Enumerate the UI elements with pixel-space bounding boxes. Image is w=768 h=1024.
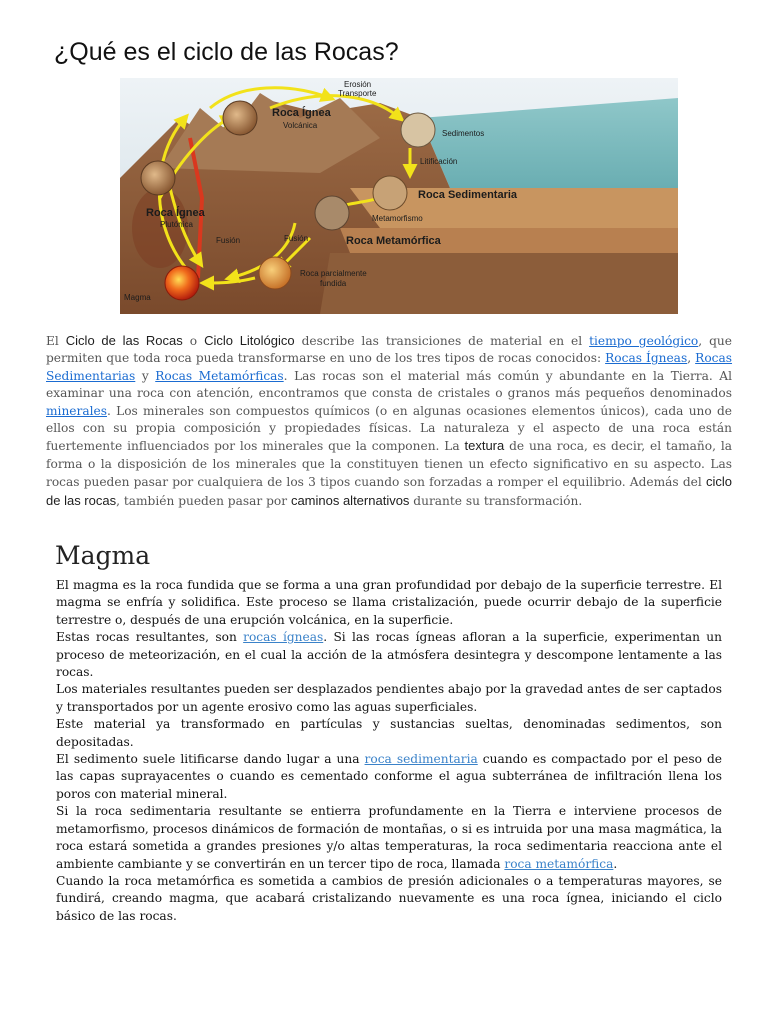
- label-fundida: fundida: [320, 279, 347, 288]
- label-roca-metamorfica: Roca Metamórfica: [346, 235, 441, 247]
- label-litificacion: Litificación: [420, 157, 458, 166]
- label-fusion-left: Fusión: [216, 236, 241, 245]
- label-transporte: Transporte: [338, 89, 377, 98]
- label-roca-ignea-volcanica: Roca Ígnea: [272, 107, 331, 119]
- magma-paragraph-7: Cuando la roca metamórfica es sometida a cambios de presión adicionales o a temperaturas mayores, se fundirá, creando magma, que acabará cristalizando nuevamente es una roca ígnea, iniciando el ciclo básico de las rocas.: [56, 873, 722, 923]
- magma-section: [56, 577, 722, 925]
- label-magma: Magma: [124, 293, 151, 302]
- term-textura: textura: [464, 438, 505, 454]
- magma-paragraph-2: Estas rocas resultantes, son rocas ígneas. Si las rocas ígneas afloran a la superficie, experimentan un proceso de meteorización, en el cual la acción de la atmósfera desintegra y descompone lentamente a las rocas.: [56, 630, 722, 680]
- section-heading-magma: Magma: [55, 541, 151, 570]
- magma-paragraph-4: Este material ya transformado en partículas y sustancias sueltas, denominadas sedimentos, son depositadas.: [56, 717, 722, 749]
- link-rocas-igneas-inline[interactable]: rocas ígneas: [243, 630, 324, 645]
- label-plutonica: Plutónica: [160, 220, 193, 229]
- page-title: ¿Qué es el ciclo de las Rocas?: [54, 38, 399, 66]
- link-roca-metamorfica[interactable]: roca metamórfica: [504, 856, 614, 871]
- label-fusion-mid: Fusión: [284, 234, 309, 243]
- link-tiempo-geologico[interactable]: tiempo geológico: [589, 334, 699, 348]
- label-erosion: Erosión: [344, 80, 372, 89]
- label-roca-ignea-plutonica: Roca Ígnea: [146, 207, 205, 219]
- term-ciclo-rocas: Ciclo de las Rocas: [65, 333, 183, 348]
- rock-cycle-diagram: [120, 78, 678, 314]
- rock-cycle-illustration: [120, 78, 678, 314]
- link-rocas-sedimentarias[interactable]: Rocas Sedimentarias: [46, 351, 733, 383]
- link-rocas-igneas[interactable]: Rocas Ígneas: [605, 351, 688, 366]
- term-caminos-alternativos: caminos alternativos: [290, 492, 410, 508]
- link-roca-sedimentaria[interactable]: roca sedimentaria: [364, 752, 478, 767]
- magma-paragraph-3: Los materiales resultantes pueden ser desplazados pendientes abajo por la gravedad antes de ser captados y transportados por un agente erosivo como las aguas superficiales.: [56, 682, 722, 714]
- intro-paragraph: El Ciclo de las Rocas o Ciclo Litológico describe las transiciones de material en el tiempo geológico, que permiten que toda roca pueda transformarse en uno de los tres tipos de rocas conocidos: Rocas Ígneas, Rocas Sedimentarias y Rocas Metamórficas. Las rocas son el material más común y abundante en la Tierra. Al examinar una roca con atención, encontramos que consta de cristales o granos más pequeños denominados minerales. Los minerales son compuestos químicos (o en algunas ocasiones elementos únicos), cada uno de ellos con su propia composición y propiedades físicas. La naturaleza y el aspecto de una roca están fuertemente influenciados por los minerales que la componen. La textura de una roca, es decir, el tamaño, la forma o la disposición de los minerales que la constituyen tienen un efecto significativo en su aspecto. Las rocas pueden pasar por cualquiera de los 3 tipos cuando son forzadas a romper el equilibrio. Además del ciclo de las rocas, también pueden pasar por caminos alternativos durante su transformación.: [46, 333, 733, 508]
- link-minerales[interactable]: minerales: [46, 403, 107, 418]
- magma-paragraph-1: El magma es la roca fundida que se forma a una gran profundidad por debajo de la superficie terrestre. El magma se enfría y solidifica. Este proceso se llama cristalización, puede ocurrir debajo de la superficie terrestre o, después de una erupción volcánica, en la superficie.: [56, 578, 722, 627]
- label-metamorfismo: Metamorfismo: [372, 214, 423, 223]
- magma-paragraph-5: El sedimento suele litificarse dando lugar a una roca sedimentaria cuando es compactado por el peso de las capas suprayacentes o cuando es cementado conforme el agua subterránea de infiltración llena los poros con material mineral.: [56, 752, 722, 801]
- term-ciclo-de-las-rocas: ciclo de las rocas: [46, 474, 732, 508]
- label-sedimentos: Sedimentos: [442, 129, 485, 138]
- label-roca-sedimentaria: Roca Sedimentaria: [418, 189, 518, 201]
- label-volcanica: Volcánica: [283, 121, 318, 130]
- term-ciclo-litologico: Ciclo Litológico: [204, 333, 295, 348]
- label-roca-parcialmente: Roca parcialmente: [300, 269, 367, 278]
- magma-paragraph-6: Si la roca sedimentaria resultante se entierra profundamente en la Tierra e interviene procesos de metamorfismo, procesos dinámicos de formación de montañas, o si es intruida por una masa magmática, la roca estará sometida a grandes presiones y/o altas temperaturas, la roca sedimentaria reacciona ante el ambiente cambiante y se convertirán en un tercer tipo de roca, llamada roca metamórfica.: [56, 804, 722, 871]
- link-rocas-metamorficas[interactable]: Rocas Metamórficas: [155, 368, 284, 383]
